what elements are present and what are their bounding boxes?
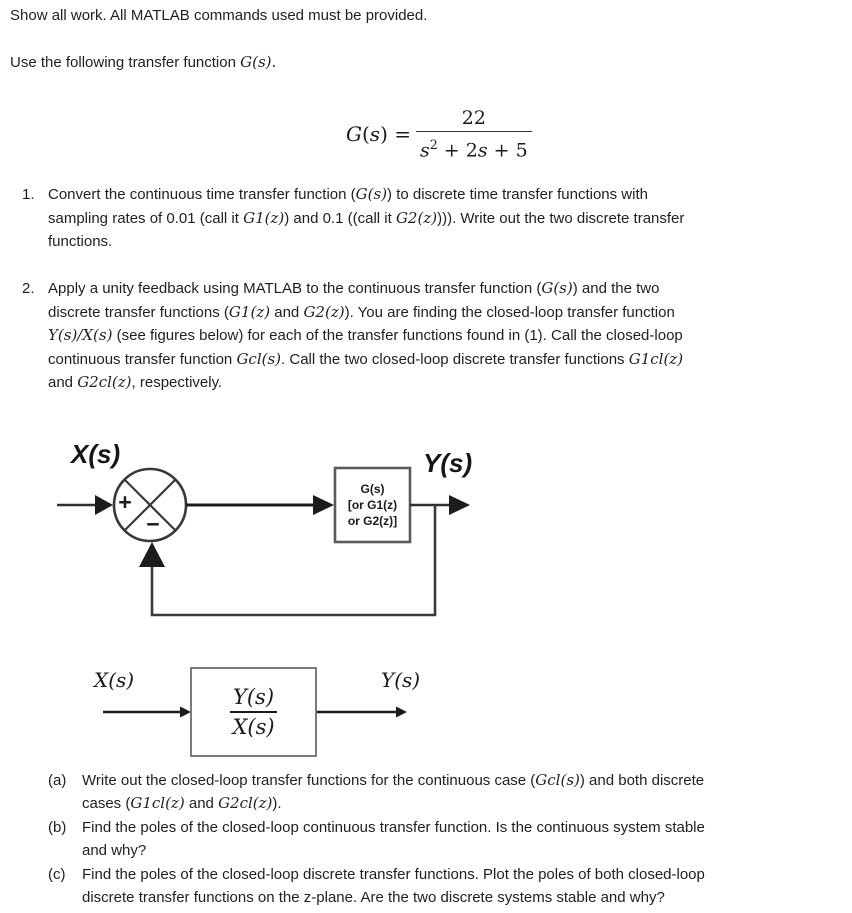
closed-loop-fraction-numerator: Y(s) [230,684,277,713]
diagram1-input-label: X(s) [71,439,121,469]
transfer-function-formula [346,106,532,162]
subproblem-b-text: Find the poles of the closed-loop continuous transfer function. Is the continuous system stable and why? [82,818,705,860]
problem-2 [22,277,683,395]
subproblem-a-text: Write out the closed-loop transfer functions for the continuous case (Gcl(s)) and both discrete cases (G1cl(z) and G2cl(z)). [82,771,705,813]
diagram2-output-label: Y(s) [381,668,421,692]
plus-sign: + [118,489,132,515]
subproblem-a [48,769,705,816]
plant-block [335,468,410,542]
formula-lhs: G(s) = [346,122,411,147]
formula-fraction [416,106,532,162]
problem-1-number: 1. [22,186,35,203]
diagram2-input-label: X(s) [94,668,135,692]
intro-text: Use the following transfer function G(s). [10,53,277,71]
minus-sign: − [146,511,160,537]
subproblem-a-marker: (a) [48,772,67,789]
problem-1 [22,183,684,254]
formula-denominator: $s^2 + 2s + 5$ [416,131,532,162]
closed-loop-fraction [230,684,277,740]
subproblem-c [48,863,705,910]
plant-block-line3: or G2(z)] [347,514,398,528]
problem-1-text: Convert the continuous time transfer function (G(s)) to discrete time transfer functions with sampling rates of 0.01 (call it G1(z)) and 0.1 ((call it G2(z)))). Write out the two discrete transfer functions. [48,185,685,250]
subproblem-b [48,816,705,863]
plant-block-line1: G(s) [360,482,385,496]
problem-2-number: 2. [22,280,35,297]
plant-block-line2: [or G1(z) [347,498,398,512]
problem-2-text: Apply a unity feedback using MATLAB to the continuous transfer function (G(s)) and the two discrete transfer functions (G1(z) and G2(z)). You are finding the closed-loop transfer function Y(s)/X(s) (see figures below) for each of the transfer functions found in (1). Call the closed-loop continuous transfer function Gcl(s). Call the two closed-loop discrete transfer functions G1cl(z) and G2cl(z), respectively. [48,279,684,391]
subproblem-c-text: Find the poles of the closed-loop discrete transfer functions. Plot the poles of both closed-loop discrete transfer functions on the z-plane. Are the two discrete systems stable and why? [82,865,705,907]
instructions-text: Show all work. All MATLAB commands used must be provided. [10,7,428,24]
closed-loop-fraction-denominator: X(s) [232,715,275,739]
subproblem-b-marker: (b) [48,818,67,836]
closed-loop-block-diagram [90,660,430,775]
feedback-loop-diagram [55,439,495,648]
subproblem-list [48,769,705,909]
closed-loop-tf-block [190,667,317,757]
formula-numerator: 22 [461,107,486,129]
subproblem-c-marker: (c) [48,865,66,883]
diagram1-output-label: Y(s) [423,448,473,478]
